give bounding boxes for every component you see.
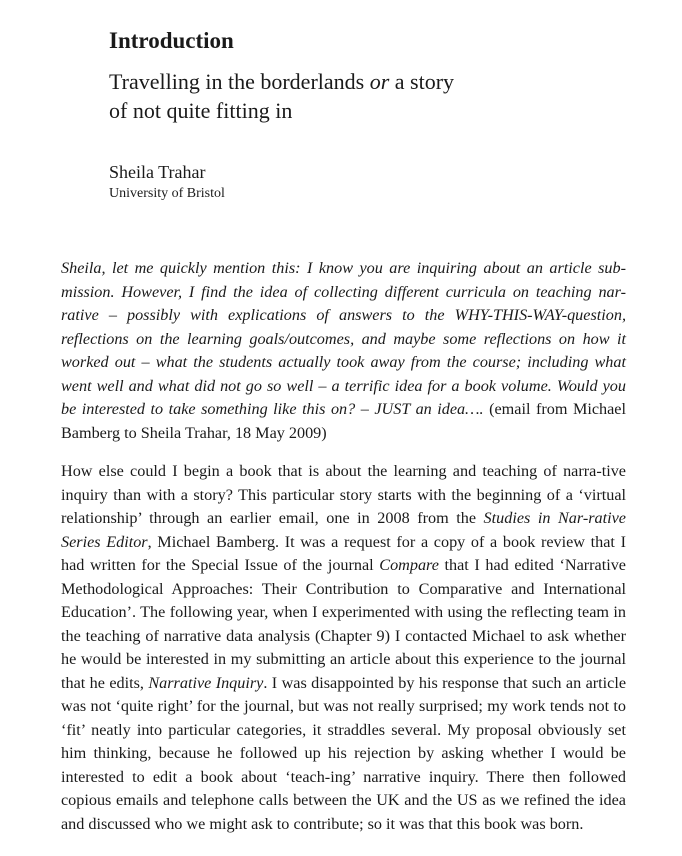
chapter-heading <box>109 26 629 203</box>
body-segment-4: . I was disappointed by his response that such an article was not ‘quite right’ for the journal, but was not really surprised; my work tends not to ‘fit’ neatly into particular categories, it straddles several. My proposal obviously set him thinking, because he followed up his rejection by asking whether I would be interested to edit a book about ‘teach-ing’ narrative inquiry. There then followed copious emails and telephone calls between the UK and the US as we refined the idea and discussed who we might ask to contribute; so it was that this book was born. <box>61 673 627 833</box>
epigraph <box>61 257 626 445</box>
author-affiliation: University of Bristol <box>109 186 225 201</box>
subtitle-or: or <box>369 69 390 94</box>
epigraph-citation: (email from Michael Bamberg to Sheila Trahar, 18 May 2009) <box>61 400 626 442</box>
subtitle-line-2: of not quite fitting in <box>109 98 293 123</box>
author-name: Sheila Trahar <box>109 162 206 182</box>
subtitle-part-1: Travelling in the borderlands <box>109 69 370 94</box>
subtitle-part-2: a story <box>389 69 455 94</box>
chapter-subtitle <box>109 67 629 125</box>
series-editor-italic: Studies in Nar-rative Series Editor <box>61 509 626 551</box>
epigraph-quote: Sheila, let me quickly mention this: I know you are inquiring about an article sub-mission. However, I find the idea of collecting different curricula on teaching nar-rative – possibly with explications of answers to the WHY-THIS-WAY-question, reflections on the learning goals/outcomes, and maybe some reflections on how it worked out – what the students actually took away from the course; including what went well and what did not go so well – a terrific idea for a book volume. Would you be interested to take something like this on? – JUST an idea…. <box>61 259 626 418</box>
body-paragraph <box>61 460 626 836</box>
body-segment-3: that I had edited ‘Narrative Methodological Approaches: Their Contribution to Comparative and International Education’. The following year, when I experimented with using the reflecting team in the teaching of narrative data analysis (Chapter 9) I contacted Michael to ask whether he would be interested in my submitting an article about this experience to the journal that he edits, <box>61 556 626 692</box>
journal-compare-italic: Compare <box>379 556 439 574</box>
journal-narrative-inquiry-italic: Narrative Inquiry <box>148 673 264 692</box>
paragraph-text <box>61 460 626 836</box>
body-segment-1: How else could I begin a book that is about the learning and teaching of narra-tive inquiry than with a story? This particular story starts with the beginning of a ‘virtual relationship’ through an earlier email, one in 2008 from the <box>61 462 626 527</box>
chapter-title: Introduction <box>109 28 234 53</box>
body-segment-2: , Michael Bamberg. It was a request for a copy of a book review that I had written for the Special Issue of the journal <box>61 532 626 574</box>
